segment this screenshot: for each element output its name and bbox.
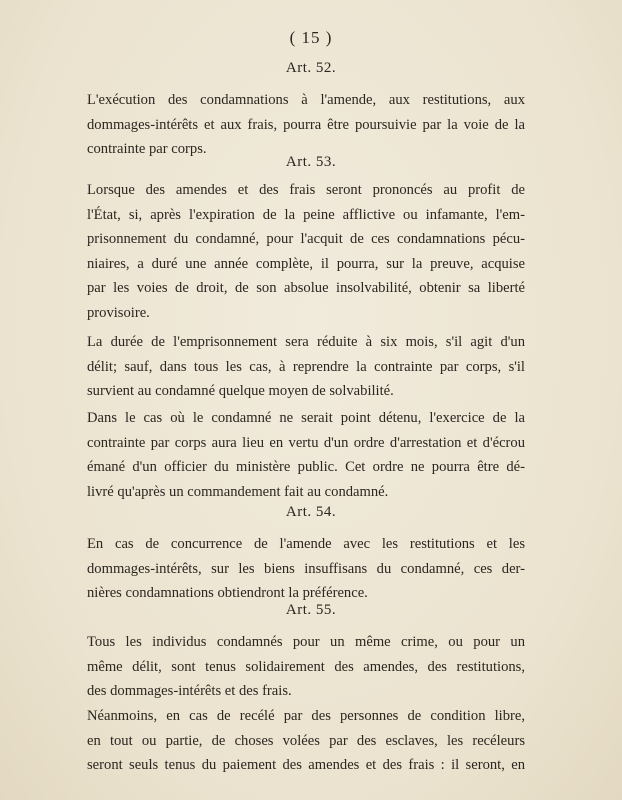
text-line: par les voies de droit, de son absolue insolvabilité, obtenir sa liberté xyxy=(87,280,525,296)
article-55-paragraph-1 xyxy=(87,630,525,704)
text-line: des dommages-intérêts et des frais. xyxy=(87,683,292,699)
text-line: contrainte par corps aura lieu en vertu d'un ordre d'arrestation et d'écrou xyxy=(87,434,525,451)
text-line: nières condamnations obtiendront la préférence. xyxy=(87,585,368,601)
article-53-paragraph-3 xyxy=(87,406,525,504)
text-line: délit; sauf, dans tous les cas, à reprendre la contrainte par corps, s'il xyxy=(87,358,525,375)
text-line: Lorsque des amendes et des frais seront prononcés au profit de xyxy=(87,182,525,198)
article-55-paragraph-2 xyxy=(87,704,525,778)
text-line: En cas de concurrence de l'amende avec les restitutions et les xyxy=(87,536,525,552)
text-line: en tout ou partie, de choses volées par des esclaves, les recéleurs xyxy=(87,732,525,749)
text-line: L'exécution des condamnations à l'amende, aux restitutions, aux xyxy=(87,92,525,108)
text-line: dommages-intérêts et aux frais, pourra être poursuivie par la voie de la xyxy=(87,116,525,133)
article-53-paragraph-2 xyxy=(87,330,525,404)
text-line: prisonnement du condamné, pour l'acquit de ces condamnations pécu- xyxy=(87,231,525,247)
article-heading-55: Art. 55. xyxy=(285,602,337,618)
article-heading-52: Art. 52. xyxy=(285,60,337,76)
text-line: survient au condamné quelque moyen de solvabilité. xyxy=(87,383,394,399)
text-line: livré qu'après un commandement fait au condamné. xyxy=(87,483,389,500)
text-line: provisoire. xyxy=(87,304,150,321)
text-line: l'État, si, après l'expiration de la peine afflictive ou infamante, l'em- xyxy=(87,206,525,223)
text-line: Néanmoins, en cas de recélé par des personnes de condition libre, xyxy=(87,708,525,724)
article-52-paragraph-1 xyxy=(87,88,525,162)
text-line: seront seuls tenus du paiement des amendes et des frais : il seront, en xyxy=(87,757,525,773)
text-line: Dans le cas où le condamné ne serait point détenu, l'exercice de la xyxy=(87,410,525,426)
text-line: même délit, sont tenus solidairement des amendes, des restitutions, xyxy=(87,658,525,675)
article-heading-53: Art. 53. xyxy=(285,154,337,170)
text-line: La durée de l'emprisonnement sera réduite à six mois, s'il agit d'un xyxy=(87,334,525,350)
text-line: Tous les individus condamnés pour un même crime, ou pour un xyxy=(87,634,525,650)
article-53-paragraph-1 xyxy=(87,178,525,325)
text-line: contrainte par corps. xyxy=(87,141,207,157)
article-54-paragraph-1 xyxy=(87,532,525,606)
text-line: émané d'un officier du ministère public. Cet ordre ne pourra être dé- xyxy=(87,459,525,475)
article-heading-54: Art. 54. xyxy=(285,504,337,520)
text-line: niaires, a duré une année complète, il pourra, sur la preuve, acquise xyxy=(87,255,525,272)
page-number: ( 15 ) xyxy=(289,28,333,47)
text-line: dommages-intérêts, sur les biens insuffisans du condamné, ces der- xyxy=(87,560,525,577)
